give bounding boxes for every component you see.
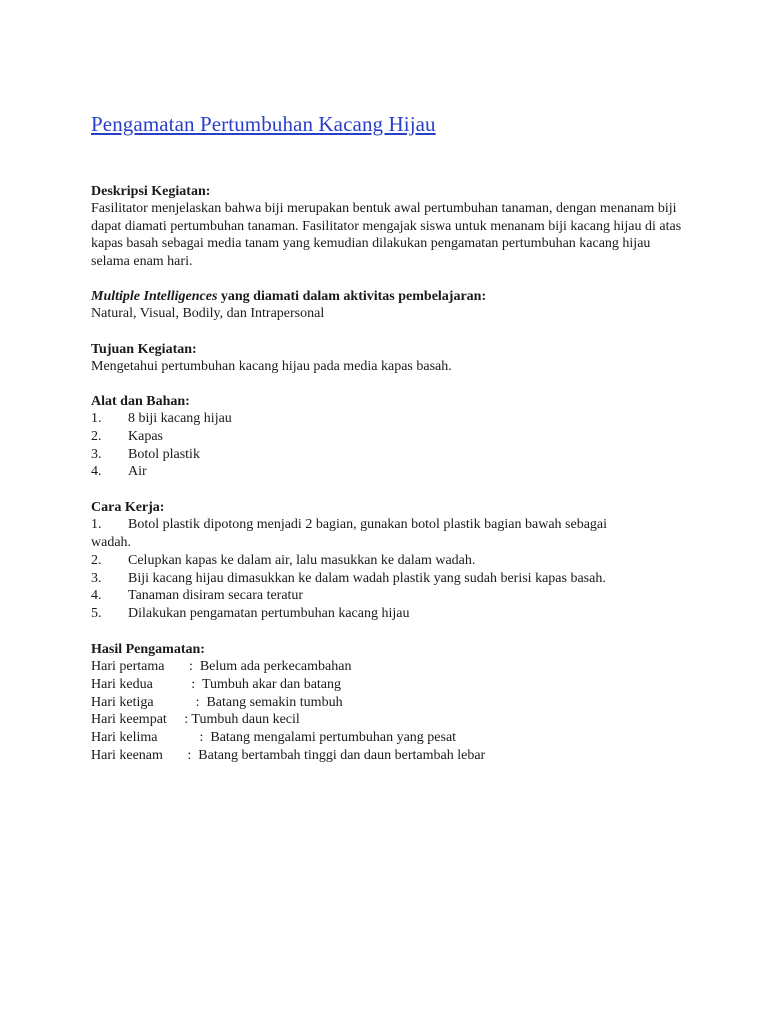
observation-row: Hari ketiga : Batang semakin tumbuh (91, 694, 343, 710)
list-text: 8 biji kacang hijau (128, 411, 232, 426)
hasil-heading: Hasil Pengamatan: (91, 641, 205, 657)
alat-heading: Alat dan Bahan: (91, 394, 190, 409)
observation-row: Hari pertama : Belum ada perkecambahan (91, 658, 352, 674)
list-number: 1. (91, 411, 102, 426)
list-item (91, 605, 691, 623)
observation-row: Hari kelima : Batang mengalami pertumbuhan yang pesat (91, 730, 457, 746)
list-text: Botol plastik dipotong menjadi 2 bagian, gunakan botol plastik bagian bawah sebagai (128, 517, 608, 533)
list-item (91, 428, 691, 446)
section-multiple-intelligences (91, 288, 691, 323)
mi-heading-rest: yang diamati dalam aktivitas pembelajaran: (217, 289, 487, 304)
list-item (91, 570, 691, 588)
list-number: 4. (91, 588, 102, 604)
list-item (91, 516, 691, 534)
section-tujuan (91, 341, 691, 376)
list-text: Biji kacang hijau dimasukkan ke dalam wadah plastik yang sudah berisi kapas basah. (128, 570, 606, 586)
observation-row: Hari kedua : Tumbuh akar dan batang (91, 676, 342, 692)
cara-heading: Cara Kerja: (91, 500, 165, 516)
mi-text: Natural, Visual, Bodily, dan Intrapersonal (91, 306, 325, 321)
list-text: Tanaman disiram secara teratur (128, 588, 304, 604)
mi-heading (91, 288, 691, 305)
list-number: 2. (91, 428, 102, 444)
list-item (91, 463, 691, 481)
list-number: 4. (91, 464, 102, 480)
document-page (91, 112, 691, 783)
list-item-continuation: wadah. (91, 534, 132, 550)
page-title[interactable]: Pengamatan Pertumbuhan Kacang Hijau (91, 112, 436, 136)
section-cara-kerja (91, 499, 691, 623)
list-number: 3. (91, 570, 102, 586)
list-item (91, 446, 691, 464)
deskripsi-heading: Deskripsi Kegiatan: (91, 184, 211, 199)
tujuan-heading: Tujuan Kegiatan: (91, 341, 197, 357)
list-number: 5. (91, 606, 102, 622)
list-text: Air (128, 464, 147, 480)
list-number: 1. (91, 517, 102, 533)
deskripsi-text: Fasilitator menjelaskan bahwa biji merupakan bentuk awal pertumbuhan tanaman, dengan menanam biji dapat diamati pertumbuhan tanaman. Fasilitator mengajak siswa untuk menanam biji kacang hijau di atas kapas basah sebagai media tanam yang kemudian dilakukan pengamatan pertumbuhan kacang hijau selama enam hari. (91, 201, 682, 269)
observation-row: Hari keenam : Batang bertambah tinggi dan daun bertambah lebar (91, 747, 486, 763)
section-deskripsi (91, 183, 691, 270)
list-text: Kapas (128, 428, 163, 444)
list-item (91, 587, 691, 605)
mi-heading-italic: Multiple Intelligences (91, 289, 218, 304)
list-text: Celupkan kapas ke dalam air, lalu masukkan ke dalam wadah. (128, 552, 476, 568)
list-item (91, 410, 691, 428)
list-item (91, 552, 691, 570)
tujuan-text: Mengetahui pertumbuhan kacang hijau pada media kapas basah. (91, 358, 452, 374)
section-hasil-pengamatan (91, 641, 691, 765)
list-number: 2. (91, 552, 102, 568)
list-number: 3. (91, 446, 102, 462)
list-text: Dilakukan pengamatan pertumbuhan kacang hijau (128, 606, 410, 622)
observation-row: Hari keempat : Tumbuh daun kecil (91, 712, 300, 728)
section-alat-bahan (91, 393, 691, 481)
list-text: Botol plastik (128, 446, 200, 462)
